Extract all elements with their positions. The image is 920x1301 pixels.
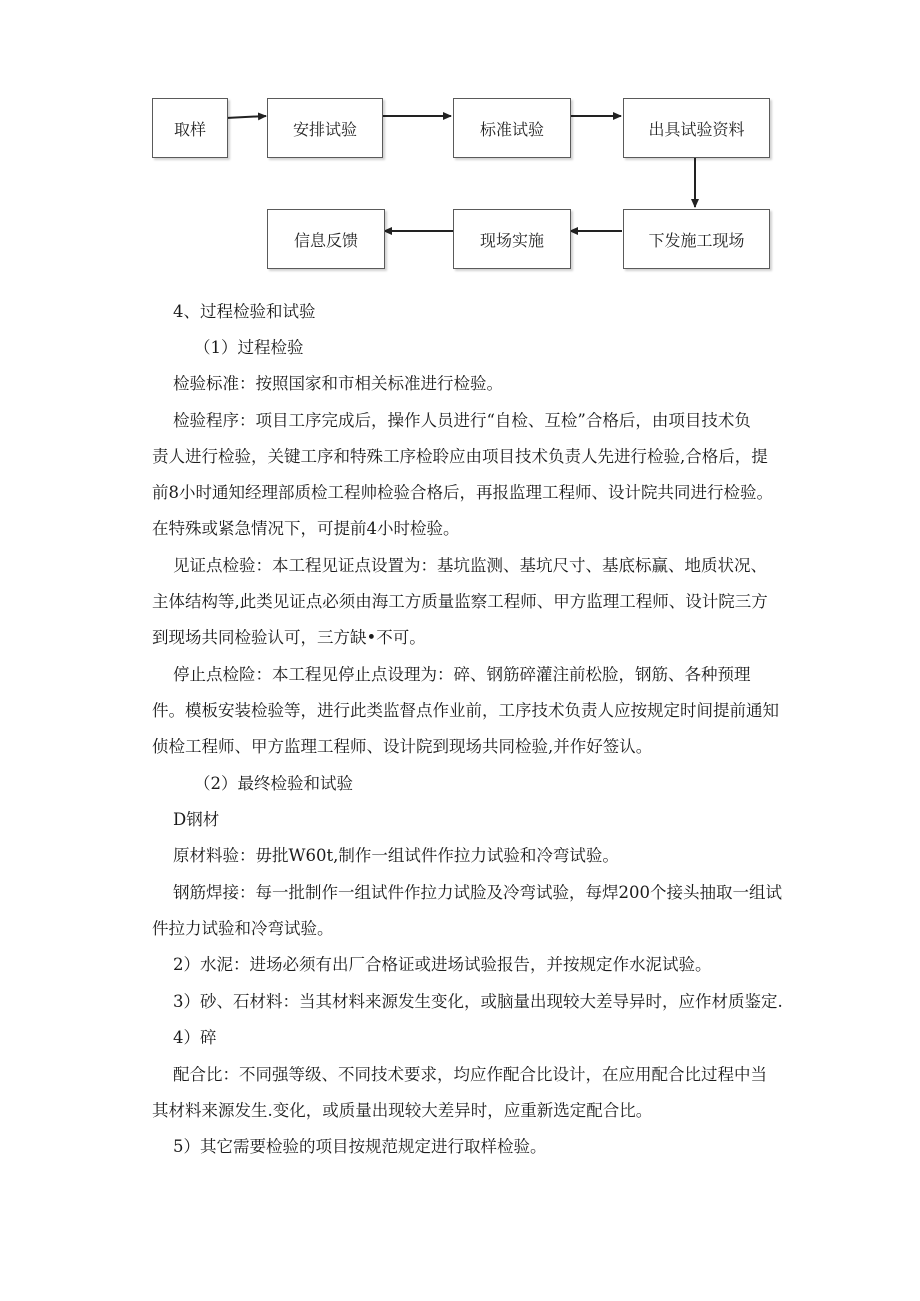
subsection-process-inspection: （1）过程检验	[194, 338, 304, 357]
item-cement: 2）水泥：进场必须有出厂合格证或进场试验报告，并按规定作水泥试验。	[173, 955, 712, 974]
paragraph-stop-line1: 停止点检险：本工程见停止点设理为：碎、钢筋碎灌注前松脸，钢筋、各种预理	[173, 665, 751, 684]
paragraph-witness-line3: 到现场共同检验认可，三方缺•不可。	[152, 628, 426, 647]
paragraph-stop-line3: 侦检工程师、甲方监理工程师、设计院到现场共同检验,并作好签认。	[152, 737, 653, 756]
paragraph-witness-line1: 见证点检验：本工程见证点设置为：基坑监测、基坑尺寸、基底标赢、地质状况、	[173, 556, 767, 575]
paragraph-mix-line1: 配合比：不同强等级、不同技术要求，均应作配合比设计，在应用配合比过程中当	[173, 1065, 767, 1084]
arrow-sample-to-arrange	[226, 116, 266, 118]
flow-box-site-implement: 现场实施	[453, 209, 571, 269]
item-other-inspection: 5）其它需要检验的项目按规范规定进行取样检验。	[173, 1137, 547, 1156]
paragraph-raw-material: 原材料验：毋批W60t,制作一组试件作拉力试验和冷弯试验。	[173, 846, 619, 865]
paragraph-procedure-line4: 在特殊或紧急情况下，可提前4小时检验。	[152, 519, 460, 538]
paragraph-welding-line2: 件拉力试验和冷弯试验。	[152, 919, 334, 938]
process-flowchart	[0, 0, 920, 290]
flow-box-issue-report: 出具试验资料	[623, 98, 770, 158]
flow-box-issue-to-site: 下发施工现场	[623, 209, 770, 269]
paragraph-welding-line1: 钢筋焊接：每一批制作一组试件作拉力试脸及冷弯试验，每焊200个接头抽取一组试	[173, 883, 782, 902]
paragraph-procedure-line2: 责人进行检验，关键工序和特殊工序检聆应由项目技术负责人先进行检验,合格后，提	[152, 447, 768, 466]
flow-box-standard-test: 标准试验	[453, 98, 571, 158]
paragraph-procedure-line1: 检验程序：项目工序完成后，操作人员进行“自检、互检”合格后，由项目技术负	[173, 411, 751, 430]
paragraph-mix-line2: 其材料来源发生.变化，或质量出现较大差异时，应重新选定配合比。	[152, 1101, 653, 1120]
flow-box-arrange-test: 安排试验	[267, 98, 383, 158]
paragraph-inspection-standard: 检验标准：按照国家和市相关标准进行检验。	[173, 374, 503, 393]
flow-box-sample: 取样	[152, 98, 228, 158]
paragraph-procedure-line3: 前8小时通知经理部质检工程帅检验合格后，再报监理工程师、设计院共同进行检验。	[152, 483, 773, 502]
paragraph-witness-line2: 主体结构等,此类见证点必须由海工方质量监察工程师、甲方监理工程师、设计院三方	[152, 592, 768, 611]
section-heading-4: 4、过程检验和试验	[173, 302, 316, 321]
item-concrete: 4）碎	[173, 1028, 217, 1047]
item-sand-stone: 3）砂、石材料：当其材料来源发生变化，或脑量出现较大差导异时，应作材质鉴定.	[173, 992, 783, 1011]
flow-box-feedback: 信息反馈	[267, 209, 385, 269]
subsection-final-inspection: （2）最终检验和试验	[194, 774, 353, 793]
paragraph-stop-line2: 件。模板安装检验等，进行此类监督点作业前，工序技术负责人应按规定时间提前通知	[152, 701, 779, 720]
item-steel: D钢材	[173, 810, 220, 829]
